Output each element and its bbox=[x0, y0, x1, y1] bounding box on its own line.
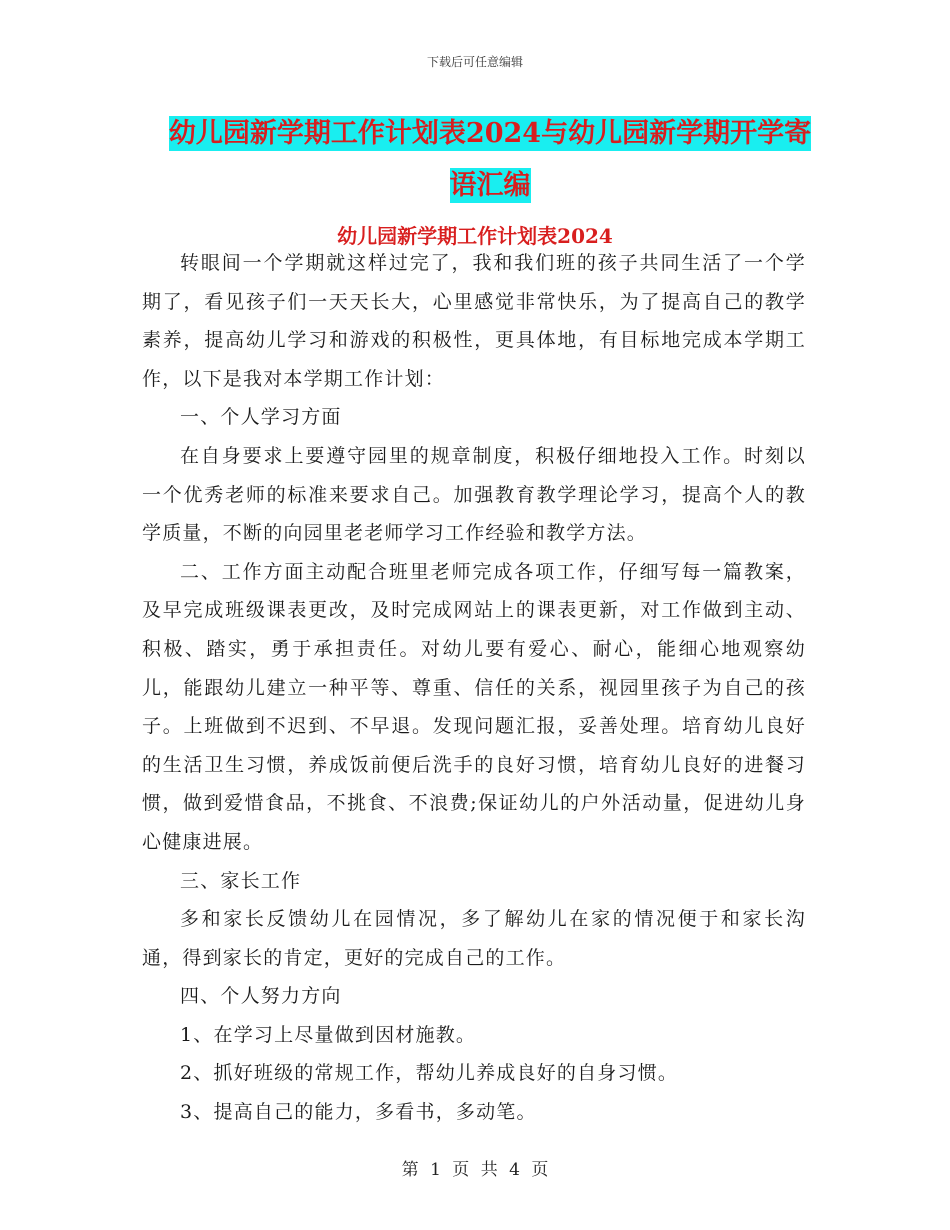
section-title: 幼儿园新学期工作计划表2024 bbox=[337, 224, 613, 248]
title-line-2: 语汇编 bbox=[449, 170, 531, 201]
list-item-2: 2、抓好班级的常规工作，帮幼儿养成良好的自身习惯。 bbox=[180, 1062, 679, 1085]
paragraph-work: 二、工作方面主动配合班里老师完成各项工作，仔细写每一篇教案，及早完成班级课表更改，及时完成网站上的课表更新，对工作做到主动、积极、踏实，勇于承担责任。对幼儿要有爱心、耐心，能细心地观察幼儿，能跟幼儿建立一种平等、尊重、信任的关系，视园里孩子为自己的孩子。上班做到不迟到、不早退。发现问题汇报，妥善处理。培育幼儿良好的生活卫生习惯，养成饭前便后洗手的良好习惯，培育幼儿良好的进餐习惯，做到爱惜食品，不挑食、不浪费;保证幼儿的户外活动量，促进幼儿身心健康进展。 bbox=[142, 560, 806, 853]
heading-personal-direction: 四、个人努力方向 bbox=[180, 985, 342, 1008]
title-line-1: 幼儿园新学期工作计划表2024与幼儿园新学期开学寄 bbox=[168, 118, 812, 149]
document-body bbox=[142, 244, 806, 1132]
list-item-1: 1、在学习上尽量做到因材施教。 bbox=[180, 1023, 477, 1046]
heading-personal-study: 一、个人学习方面 bbox=[180, 406, 342, 429]
paragraph-intro: 转眼间一个学期就这样过完了，我和我们班的孩子共同生活了一个学期了，看见孩子们一天天长大，心里感觉非常快乐，为了提高自己的教学素养，提高幼儿学习和游戏的积极性，更具体地，有目标地完成本学期工作，以下是我对本学期工作计划： bbox=[142, 252, 806, 390]
header-note: 下载后可任意编辑 bbox=[426, 55, 523, 69]
heading-parent-work: 三、家长工作 bbox=[180, 869, 302, 892]
paragraph-parent-work: 多和家长反馈幼儿在园情况，多了解幼儿在家的情况便于和家长沟通，得到家长的肯定，更好的完成自己的工作。 bbox=[142, 908, 806, 969]
page-footer: 第 1 页 共 4 页 bbox=[401, 1160, 549, 1180]
document-title bbox=[140, 108, 840, 212]
paragraph-personal-study: 在自身要求上要遵守园里的规章制度，积极仔细地投入工作。时刻以一个优秀老师的标准来要求自己。加强教育教学理论学习，提高个人的教学质量，不断的向园里老老师学习工作经验和教学方法。 bbox=[142, 444, 806, 545]
list-item-3: 3、提高自己的能力，多看书，多动笔。 bbox=[180, 1101, 537, 1124]
